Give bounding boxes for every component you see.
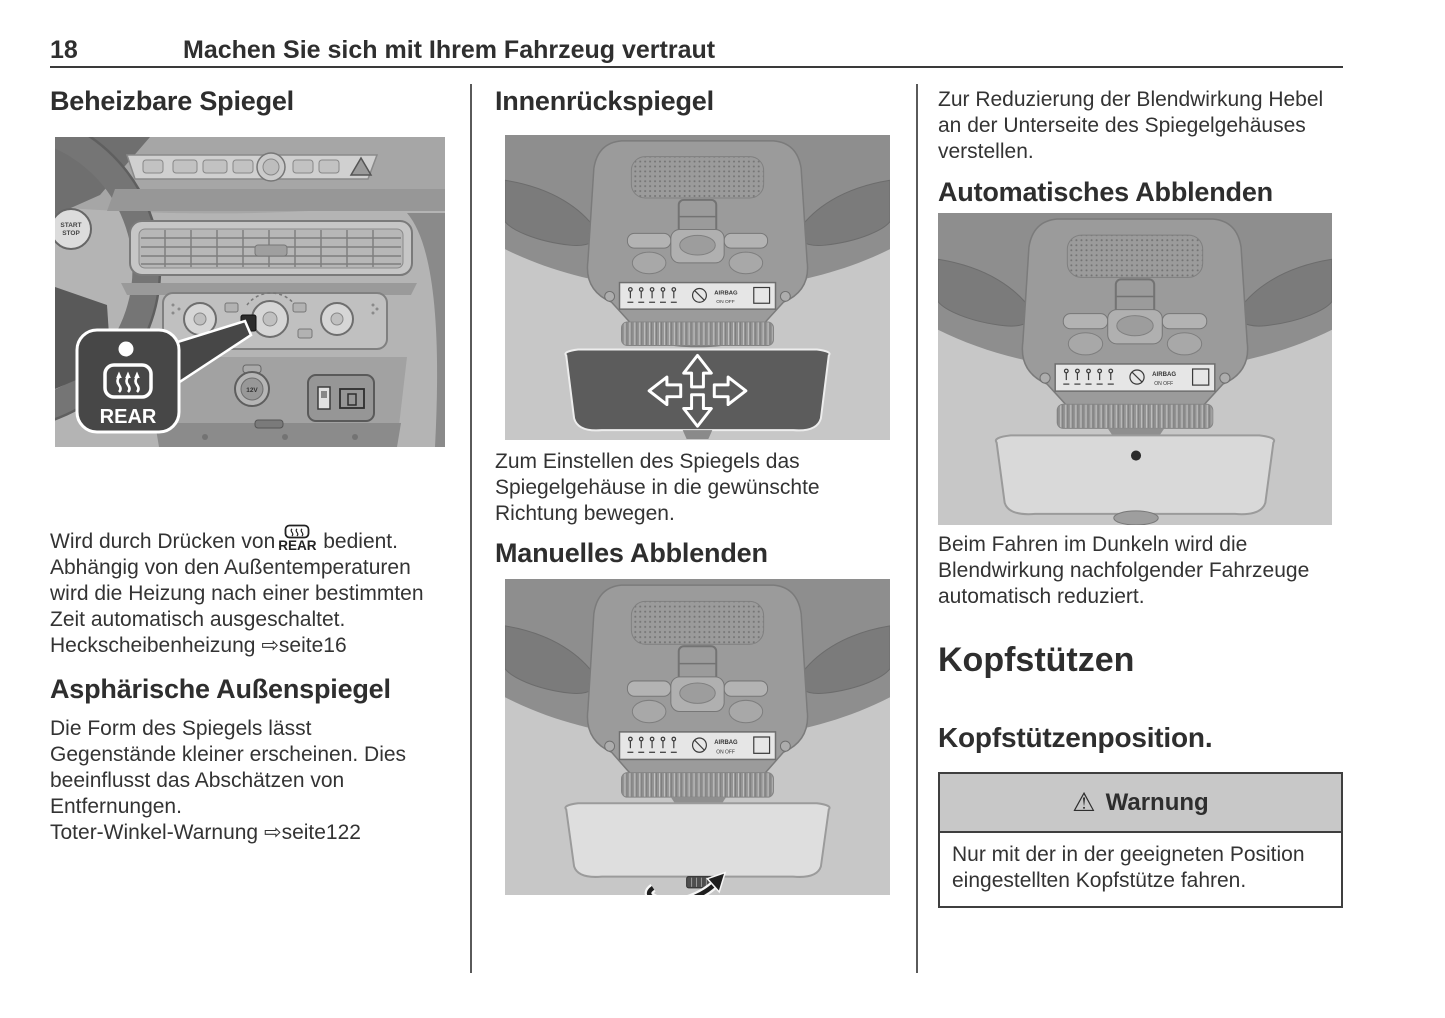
auto-dim-paragraph: Beim Fahren im Dunkeln wird die Blendwirkung nachfolgender Fahrzeuge automatisch reduziert. — [938, 533, 1310, 608]
defrost-glyph — [284, 524, 310, 539]
mirror-adjust-illustration — [505, 135, 890, 440]
mirror-manual-dim-illustration — [505, 579, 890, 895]
dashboard-illustration — [55, 137, 445, 447]
page-title: Machen Sie sich mit Ihrem Fahrzeug vertraut — [183, 36, 716, 64]
warning-box — [938, 772, 1343, 908]
airbag-label — [620, 283, 776, 310]
rearview-mirror-light — [565, 803, 829, 877]
mirror-auto-dim-illustration — [938, 213, 1332, 525]
warning-header — [940, 774, 1341, 833]
start-stop-button — [55, 209, 91, 249]
rear-callout-label: REAR — [99, 406, 157, 428]
svg-text:AIRBAG: AIRBAG — [714, 290, 738, 297]
rear-defrost-inline-icon: REAR — [275, 547, 323, 548]
aspherical-mirror-paragraph: Die Form des Spiegels lässt Gegenstände kleiner erscheinen. Dies beeinflusst das Abschätzen von Entfernungen. Toter-Winkel-Warnung ⇨seite122 — [50, 716, 458, 846]
rearview-mirror-auto — [996, 435, 1274, 514]
svg-text:AIRBAG: AIRBAG — [1152, 372, 1177, 379]
indicator-dot — [119, 342, 134, 357]
heading-innenrueckspiegel: Innenrückspiegel — [495, 86, 714, 116]
heading-manuelles-abblenden: Manuelles Abblenden — [495, 538, 768, 568]
page-number: 18 — [50, 36, 78, 64]
svg-text:AIRBAG: AIRBAG — [714, 740, 738, 747]
heading-kopfstuetzenposition: Kopfstützenposition. — [938, 722, 1213, 753]
warning-triangle-icon: ⚠ — [1072, 787, 1096, 817]
svg-text:STOP: STOP — [62, 230, 80, 237]
cross-reference-heckscheibenheizung: Heckscheibenheizung ⇨seite16 — [50, 634, 347, 657]
warning-title: Warnung — [1105, 788, 1209, 816]
cross-reference-toter-winkel-warnung: Toter-Winkel-Warnung ⇨seite122 — [50, 821, 361, 844]
airbag-label — [620, 732, 776, 760]
lever-adjust-paragraph: Zur Reduzierung der Blendwirkung Hebel an der Unterseite des Spiegelgehäuses verstellen. — [938, 88, 1324, 163]
airbag-label — [1055, 364, 1215, 391]
svg-text:ON OFF: ON OFF — [716, 749, 735, 756]
warning-text: Nur mit der in der geeigneten Position eingestellten Kopfstütze fahren. — [952, 843, 1305, 892]
heading-aspharische-aussenspiegel: Asphärische Außenspiegel — [50, 674, 391, 704]
heated-mirror-paragraph: Wird durch Drücken von REAR bedient. Abhängig von den Außentemperaturen wird die Heizung nach einer bestimmten Zeit automatisch ausgeschaltet. Heckscheibenheizung ⇨seite16 — [50, 529, 458, 659]
column-divider-1 — [470, 84, 472, 973]
heading-automatisches-abblenden: Automatisches Abblenden — [938, 177, 1273, 207]
svg-text:ON OFF: ON OFF — [1154, 381, 1174, 388]
column-divider-2 — [916, 84, 918, 973]
mirror-adjust-paragraph: Zum Einstellen des Spiegels das Spiegelgehäuse in die gewünschte Richtung bewegen. — [495, 450, 820, 525]
svg-text:START: START — [60, 222, 82, 229]
heading-kopfstuetzen: Kopfstützen — [938, 641, 1135, 679]
svg-text:12V: 12V — [246, 387, 258, 394]
heading-beheizbare-spiegel: Beheizbare Spiegel — [50, 86, 294, 116]
header-rule — [50, 66, 1343, 68]
svg-text:ON OFF: ON OFF — [716, 300, 735, 306]
mirror-mount — [1114, 511, 1158, 525]
light-sensor-dot — [1131, 451, 1141, 461]
